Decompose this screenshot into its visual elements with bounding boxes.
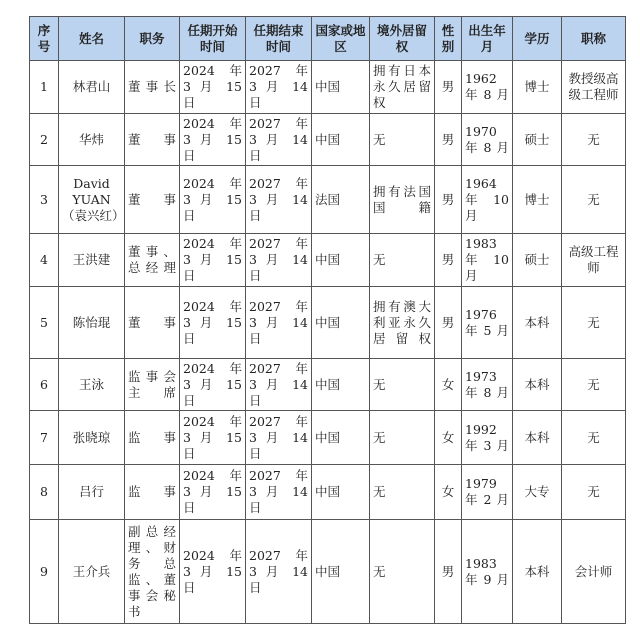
- cell-start: 2024 年 3 月 15 日: [180, 166, 246, 234]
- cell-gender: 男: [435, 287, 462, 359]
- header-col-education: [513, 17, 562, 61]
- header-text: 地区: [334, 22, 366, 54]
- cell-name: 华炜: [59, 114, 125, 166]
- cell-start: 2024 年 3 月 15 日: [180, 287, 246, 359]
- cell-title: 无: [562, 287, 626, 359]
- header-col-no: [30, 17, 59, 61]
- cell-name: 王洪建: [59, 234, 125, 287]
- header-col-residency: [370, 17, 435, 61]
- table-row: [30, 114, 626, 166]
- cell-name: 王介兵: [59, 520, 125, 624]
- header-text: 职务: [139, 30, 165, 46]
- cell-title: 高级工程师: [562, 234, 626, 287]
- cell-start: 2024 年 3 月 15 日: [180, 61, 246, 114]
- header-text: 束时间: [265, 22, 304, 54]
- cell-birth: 1979 年 2 月: [462, 465, 513, 520]
- cell-birth: 1970 年 8 月: [462, 114, 513, 166]
- table-row: [30, 61, 626, 114]
- table-row: [30, 287, 626, 359]
- cell-education: 本科: [513, 520, 562, 624]
- table-row: [30, 465, 626, 520]
- cell-gender: 女: [435, 465, 462, 520]
- header-text: 出生: [468, 22, 494, 38]
- cell-country: 中国: [312, 114, 370, 166]
- cell-end: 2027 年 3 月 14 日: [246, 61, 312, 114]
- cell-gender: 男: [435, 114, 462, 166]
- cell-end: 2027 年 3 月 14 日: [246, 234, 312, 287]
- cell-title: 会计师: [562, 520, 626, 624]
- header-text: 序: [37, 22, 51, 38]
- header-text: 年月: [480, 22, 506, 54]
- cell-education: 硕士: [513, 114, 562, 166]
- cell-country: 中国: [312, 359, 370, 411]
- cell-education: 大专: [513, 465, 562, 520]
- cell-education: 本科: [513, 359, 562, 411]
- header-text: 姓名: [78, 30, 104, 46]
- cell-country: 中国: [312, 411, 370, 465]
- cell-role: 监事会主席: [125, 359, 180, 411]
- cell-education: 硕士: [513, 234, 562, 287]
- cell-birth: 1992 年 3 月: [462, 411, 513, 465]
- header-text: 境外居: [376, 22, 415, 38]
- cell-end: 2027 年 3 月 14 日: [246, 287, 312, 359]
- cell-country: 中国: [312, 465, 370, 520]
- cell-name: 张晓琼: [59, 411, 125, 465]
- header-text: 任期结: [253, 22, 291, 38]
- cell-residency: 无: [370, 234, 435, 287]
- cell-title: 无: [562, 166, 626, 234]
- header-text: 国家或: [315, 22, 353, 38]
- cell-birth: 1962 年 8 月: [462, 61, 513, 114]
- header-text: 号: [37, 38, 51, 54]
- header-col-name: [59, 17, 125, 61]
- cell-start: 2024 年 3 月 15 日: [180, 520, 246, 624]
- cell-end: 2027 年 3 月 14 日: [246, 359, 312, 411]
- cell-education: 博士: [513, 166, 562, 234]
- cell-residency: 无: [370, 520, 435, 624]
- cell-name: 陈怡琨: [59, 287, 125, 359]
- cell-country: 中国: [312, 234, 370, 287]
- header-text: 始时间: [199, 22, 238, 54]
- cell-role: 副总经理、财务总监、董事会秘书: [125, 520, 180, 624]
- cell-education: 本科: [513, 411, 562, 465]
- cell-residency: 无: [370, 465, 435, 520]
- cell-start: 2024 年 3 月 15 日: [180, 411, 246, 465]
- header-text: 别: [441, 38, 455, 54]
- header-text: 职称: [580, 30, 606, 46]
- header-row: [30, 17, 626, 61]
- cell-no: 4: [30, 234, 59, 287]
- cell-title: 无: [562, 411, 626, 465]
- header-col-title: [562, 17, 626, 61]
- cell-gender: 男: [435, 520, 462, 624]
- cell-education: 本科: [513, 287, 562, 359]
- cell-role: 董事、总经理: [125, 234, 180, 287]
- cell-role: 董事: [125, 114, 180, 166]
- cell-title: 无: [562, 465, 626, 520]
- cell-start: 2024 年 3 月 15 日: [180, 465, 246, 520]
- cell-no: 3: [30, 166, 59, 234]
- cell-birth: 1983 年 9 月: [462, 520, 513, 624]
- header-text: 留权: [395, 22, 428, 54]
- cell-country: 法国: [312, 166, 370, 234]
- cell-no: 6: [30, 359, 59, 411]
- cell-name: 林君山: [59, 61, 125, 114]
- cell-role: 监事: [125, 411, 180, 465]
- cell-residency: 拥有日本永久居留权: [370, 61, 435, 114]
- cell-gender: 男: [435, 61, 462, 114]
- directors-table: [29, 16, 626, 624]
- cell-start: 2024 年 3 月 15 日: [180, 234, 246, 287]
- table-row: [30, 411, 626, 465]
- cell-gender: 男: [435, 166, 462, 234]
- cell-start: 2024 年 3 月 15 日: [180, 114, 246, 166]
- cell-education: 博士: [513, 61, 562, 114]
- cell-name: 吕行: [59, 465, 125, 520]
- header-col-role: [125, 17, 180, 61]
- cell-birth: 1983 年 10 月: [462, 234, 513, 287]
- cell-end: 2027 年 3 月 14 日: [246, 411, 312, 465]
- header-text: 任期开: [187, 22, 225, 38]
- cell-birth: 1973 年 8 月: [462, 359, 513, 411]
- cell-start: 2024 年 3 月 15 日: [180, 359, 246, 411]
- header-col-start: [180, 17, 246, 61]
- cell-residency: 拥有澳大利亚永久居留权: [370, 287, 435, 359]
- cell-no: 5: [30, 287, 59, 359]
- cell-name: David YUAN（袁兴红）: [59, 166, 125, 234]
- header-text: 性: [441, 22, 455, 38]
- header-col-gender: [435, 17, 462, 61]
- table-row: [30, 166, 626, 234]
- cell-title: 教授级高级工程师: [562, 61, 626, 114]
- cell-gender: 女: [435, 359, 462, 411]
- cell-country: 中国: [312, 287, 370, 359]
- header-col-country: [312, 17, 370, 61]
- table-row: [30, 520, 626, 624]
- cell-residency: 无: [370, 359, 435, 411]
- cell-name: 王泳: [59, 359, 125, 411]
- cell-gender: 女: [435, 411, 462, 465]
- cell-no: 8: [30, 465, 59, 520]
- cell-end: 2027 年 3 月 14 日: [246, 465, 312, 520]
- cell-no: 1: [30, 61, 59, 114]
- cell-residency: 无: [370, 411, 435, 465]
- cell-no: 9: [30, 520, 59, 624]
- cell-residency: 拥有法国国籍: [370, 166, 435, 234]
- header-col-birth: [462, 17, 513, 61]
- cell-end: 2027 年 3 月 14 日: [246, 114, 312, 166]
- cell-birth: 1964 年 10 月: [462, 166, 513, 234]
- cell-role: 董事: [125, 166, 180, 234]
- cell-end: 2027 年 3 月 14 日: [246, 166, 312, 234]
- cell-residency: 无: [370, 114, 435, 166]
- table-row: [30, 359, 626, 411]
- header-text: 学历: [524, 30, 550, 46]
- cell-no: 2: [30, 114, 59, 166]
- cell-gender: 男: [435, 234, 462, 287]
- table-row: [30, 234, 626, 287]
- cell-country: 中国: [312, 61, 370, 114]
- cell-role: 监事: [125, 465, 180, 520]
- cell-no: 7: [30, 411, 59, 465]
- cell-title: 无: [562, 114, 626, 166]
- cell-role: 董事长: [125, 61, 180, 114]
- cell-birth: 1976 年 5 月: [462, 287, 513, 359]
- cell-title: 无: [562, 359, 626, 411]
- header-col-end: [246, 17, 312, 61]
- cell-country: 中国: [312, 520, 370, 624]
- cell-end: 2027 年 3 月 14 日: [246, 520, 312, 624]
- cell-role: 董事: [125, 287, 180, 359]
